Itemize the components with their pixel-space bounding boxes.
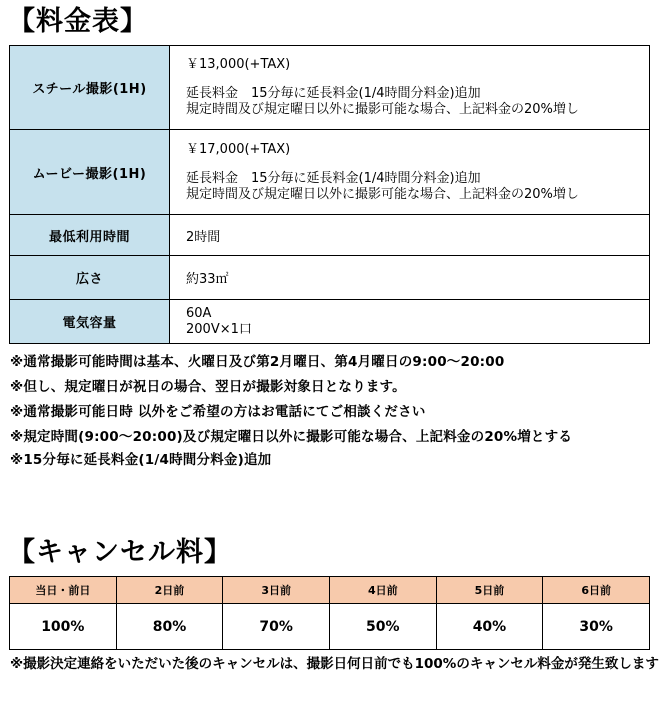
cancel-header-cell: 6日前 xyxy=(543,577,650,604)
note-extension: ※15分毎に延長料金(1/4時間分料金)追加 xyxy=(10,452,272,468)
row-label-still: スチール撮影(1H) xyxy=(10,46,170,130)
cancel-value-cell: 70% xyxy=(223,604,330,650)
size-value: 約33㎡ xyxy=(170,256,650,300)
row-label-min-time: 最低利用時間 xyxy=(10,215,170,256)
table-row xyxy=(10,46,650,130)
fee-table-title: 【料金表】 xyxy=(8,6,148,37)
row-label-power: 電気容量 xyxy=(10,300,170,344)
still-extension-fee: 延長料金 15分毎に延長料金(1/4時間分料金)追加 xyxy=(186,86,481,101)
note-holiday: ※但し、規定曜日が祝日の場合、翌日が撮影対象日となります。 xyxy=(10,379,406,395)
note-hours: ※通常撮影可能時間は基本、火曜日及び第2月曜日、第4月曜日の9:00～20:00 xyxy=(10,354,505,370)
cancel-header-cell: 当日・前日 xyxy=(10,577,117,604)
row-label-size: 広さ xyxy=(10,256,170,300)
cancel-note: ※撮影決定連絡をいただいた後のキャンセルは、撮影日何日前でも100%のキャンセル料金が発生致します xyxy=(10,656,659,672)
cancel-value-cell: 40% xyxy=(436,604,543,650)
cancel-table-title: 【キャンセル料】 xyxy=(8,537,232,568)
cancel-value-cell: 100% xyxy=(10,604,117,650)
cancel-value-cell: 50% xyxy=(329,604,436,650)
still-price: ￥13,000(+TAX) xyxy=(186,57,291,72)
note-contact: ※通常撮影可能日時 以外をご希望の方はお電話にてご相談ください xyxy=(10,404,426,420)
cancel-value-cell: 30% xyxy=(543,604,650,650)
cancel-header-cell: 5日前 xyxy=(436,577,543,604)
cancel-value-cell: 80% xyxy=(116,604,223,650)
movie-extension-fee: 延長料金 15分毎に延長料金(1/4時間分料金)追加 xyxy=(186,170,481,186)
table-row xyxy=(10,300,650,344)
row-label-movie: ムービー撮影(1H) xyxy=(10,130,170,215)
note-surcharge: ※規定時間(9:00～20:00)及び規定曜日以外に撮影可能な場合、上記料金の20%増とする xyxy=(10,429,573,445)
power-amps: 60A xyxy=(186,305,212,321)
min-time-value: 2時間 xyxy=(170,215,650,256)
movie-price: ￥17,000(+TAX) xyxy=(186,141,291,157)
movie-surcharge: 規定時間及び規定曜日以外に撮影可能な場合、上記料金の20%増し xyxy=(186,186,579,202)
table-row xyxy=(10,215,650,256)
cancel-header-row xyxy=(10,577,650,604)
table-row xyxy=(10,130,650,215)
notes-list xyxy=(10,354,660,477)
cancel-header-cell: 4日前 xyxy=(329,577,436,604)
power-outlet: 200V×1口 xyxy=(186,321,252,337)
still-surcharge: 規定時間及び規定曜日以外に撮影可能な場合、上記料金の20%増し xyxy=(186,102,579,117)
cancel-header-cell: 3日前 xyxy=(223,577,330,604)
table-row xyxy=(10,256,650,300)
cancel-header-cell: 2日前 xyxy=(116,577,223,604)
cancel-table xyxy=(9,576,650,650)
cancel-value-row xyxy=(10,604,650,650)
fee-table xyxy=(9,45,650,344)
